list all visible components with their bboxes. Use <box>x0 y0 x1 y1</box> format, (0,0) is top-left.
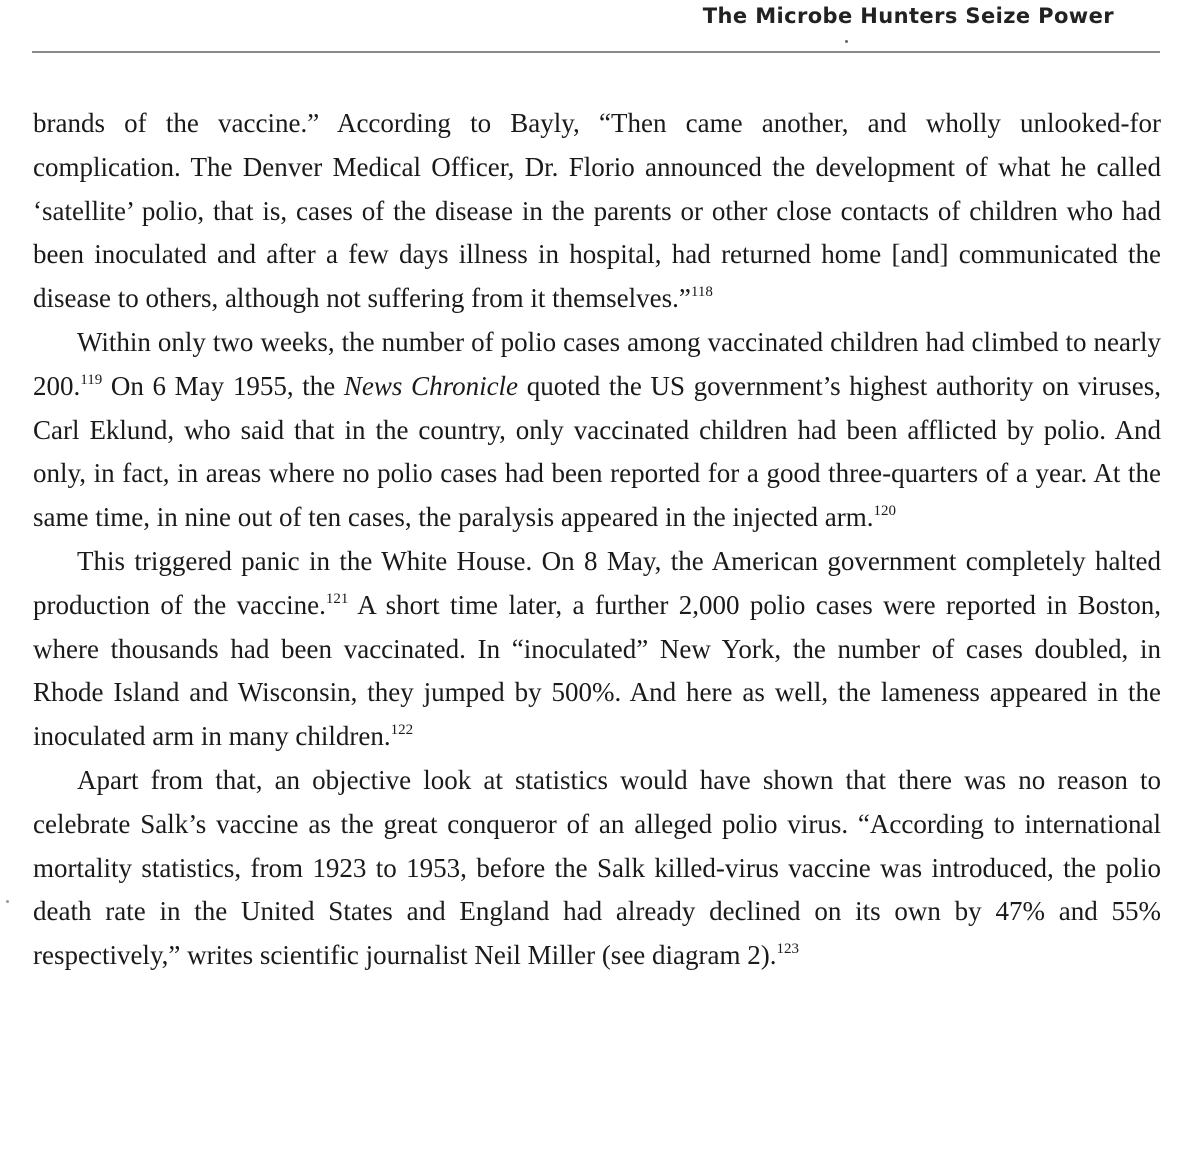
footnote-ref: 122 <box>390 722 414 739</box>
paragraph <box>33 102 1161 321</box>
text-run: On 6 May 1955, the <box>102 370 344 401</box>
italic-title: News Chronicle <box>343 370 519 401</box>
header-speck <box>845 40 848 43</box>
body-text <box>33 102 1161 978</box>
footnote-ref: 119 <box>80 371 103 388</box>
footnote-ref: 118 <box>690 284 713 301</box>
header-rule <box>32 51 1160 53</box>
footnote-ref: 120 <box>873 503 896 520</box>
text-run: Apart from that, an objective look at statistics would have shown that there was no reason to celebrate Salk’s vaccine as the great conqueror of an alleged polio virus. “According to international mortality statistics, from 1923 to 1953, before the Salk killed-virus vaccine was introduced, the polio death rate in the United States and England had already declined on its own by 47% and 55% respectively,” writes scientific journalist Neil Miller (see diagram 2). <box>33 764 1161 971</box>
paragraph <box>33 540 1161 759</box>
running-header: The Microbe Hunters Seize Power <box>702 4 1114 28</box>
text-run: quoted the US government’s highest authority on viruses, Carl Eklund, who said that in the country, only vaccinated children had been afflicted by polio. And only, in fact, in areas where no polio cases had been reported for a good three-quarters of a year. At the same time, in nine out of ten cases, the paralysis appeared in the injected arm. <box>33 370 1161 533</box>
paragraph <box>33 321 1161 540</box>
text-run: This triggered panic in the White House. On 8 May, the American government completely halted production of the vaccine. <box>33 545 1161 620</box>
footnote-ref: 123 <box>776 941 799 958</box>
margin-speck <box>6 900 9 903</box>
text-run: A short time later, a further 2,000 polio cases were reported in Boston, where thousands had been vaccinated. In “inoculated” New York, the number of cases doubled, in Rhode Island and Wisconsin, they jumped by 500%. And here as well, the lameness appeared in the inoculated arm in many children. <box>33 589 1161 752</box>
text-run: Within only two weeks, the number of polio cases among vaccinated children had climbed to nearly 200. <box>33 326 1161 401</box>
paragraph <box>33 759 1161 978</box>
footnote-ref: 121 <box>325 590 349 607</box>
text-run: brands of the vaccine.” According to Bayly, “Then came another, and wholly unlooked-for complication. The Denver Medical Officer, Dr. Florio announced the development of what he called ‘satellite’ polio, that is, cases of the disease in the parents or other close contacts of children who had been inoculated and after a few days illness in hospital, had returned home [and] communicated the disease to others, although not suffering from it themselves.” <box>33 108 1161 314</box>
